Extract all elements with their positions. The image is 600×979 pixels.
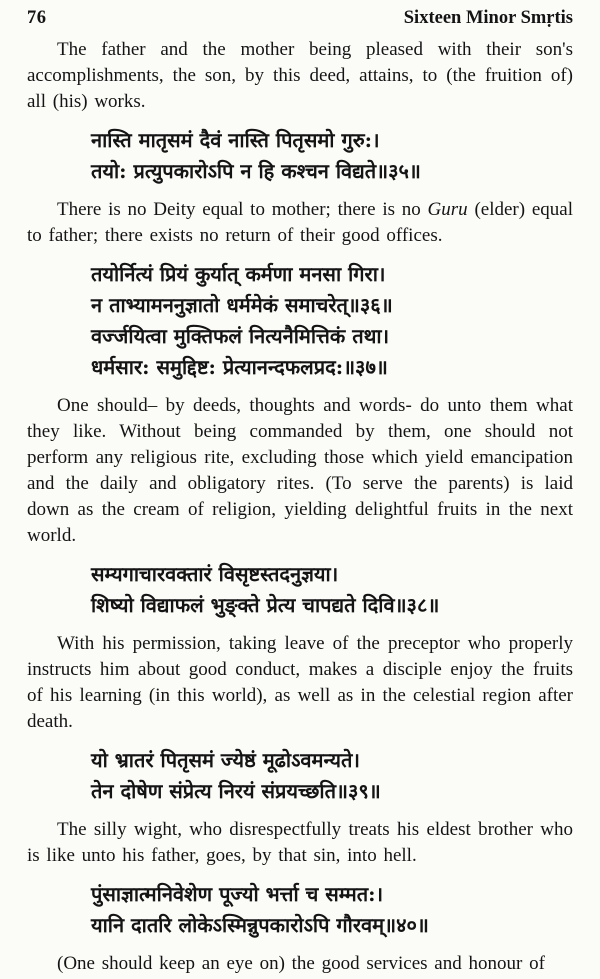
paragraph-silly-wight: The silly wight, who disrespectfully treats his eldest brother who is like unto his father, goes, by that sin, into hell.	[27, 819, 573, 866]
paragraph-one-should: One should– by deeds, thoughts and words- do unto them what they like. Without being commanded by them, one should not perform any religious rite, excluding those which yield emancipation and the daily and obligatory rites. (To serve the parents) is laid down as the cream of religion, yielding delightful fruits in the next world.	[27, 395, 573, 546]
verse-line: तेन दोषेण संप्रेत्य निरयं संप्रयच्छति॥३९॥	[91, 779, 381, 803]
sanskrit-verse-35	[91, 125, 573, 187]
page-number: 76	[27, 8, 47, 28]
verse-line: तयो: प्रत्युपकारोऽपि न हि कश्चन विद्यते॥३५॥	[91, 159, 421, 183]
paragraph-text: There is no Deity equal to mother; there is no	[57, 199, 428, 220]
page-header	[27, 8, 573, 29]
verse-line: वर्ज्जयित्वा मुक्तिफलं नित्यनैमित्तिकं तथा।	[91, 324, 390, 348]
verse-line: न ताभ्यामननुज्ञातो धर्ममेकं समाचरेत्॥३६॥	[91, 293, 393, 317]
sanskrit-verse-36-37	[91, 259, 573, 383]
sanskrit-verse-40	[91, 879, 573, 941]
verse-line: यानि दातरि लोकेऽस्मिन्नुपकारोऽपि गौरवम्॥४०॥	[91, 913, 429, 937]
sanskrit-verse-39	[91, 745, 573, 807]
sanskrit-verse-38	[91, 559, 573, 621]
verse-line: धर्मसार: समुद्दिष्ट: प्रेत्यानन्दफलप्रद:॥३७॥	[91, 355, 388, 379]
verse-line: पुंसाज्ञात्मनिवेशेण पूज्यो भर्त्ता च सम्मत:।	[91, 882, 384, 906]
verse-line: शिष्यो विद्याफलं भुङ्क्ते प्रेत्य चापद्यते दिवि॥३८॥	[91, 593, 440, 617]
verse-line: यो भ्रातरं पितृसमं ज्येष्ठं मूढोऽवमन्यते।	[91, 748, 360, 772]
paragraph-good-services: (One should keep an eye on) the good services and honour of	[57, 953, 545, 974]
verse-line: नास्ति मातृसमं दैवं नास्ति पितृसमो गुरु:।	[91, 128, 380, 152]
verse-line: तयोर्नित्यं प्रियं कुर्यात् कर्मणा मनसा गिरा।	[91, 262, 386, 286]
paragraph-no-deity	[27, 197, 573, 249]
italic-term-guru: Guru	[427, 199, 468, 220]
paragraph-text: (elder) equal to father; there exists no return of their good offices.	[27, 199, 573, 246]
running-title: Sixteen Minor Smṛtis	[403, 8, 573, 28]
paragraph-with-permission: With his permission, taking leave of the preceptor who properly instructs him about good conduct, makes a disciple enjoy the fruits of his learning (in this world), as well as in the celestial region after death.	[27, 633, 573, 732]
verse-line: सम्यगाचारवक्तारं विसृष्टस्तदनुज्ञया।	[91, 562, 339, 586]
paragraph-father-mother: The father and the mother being pleased with their son's accomplishments, the son, by this deed, attains, to (the fruition of) all (his) works.	[27, 39, 573, 112]
